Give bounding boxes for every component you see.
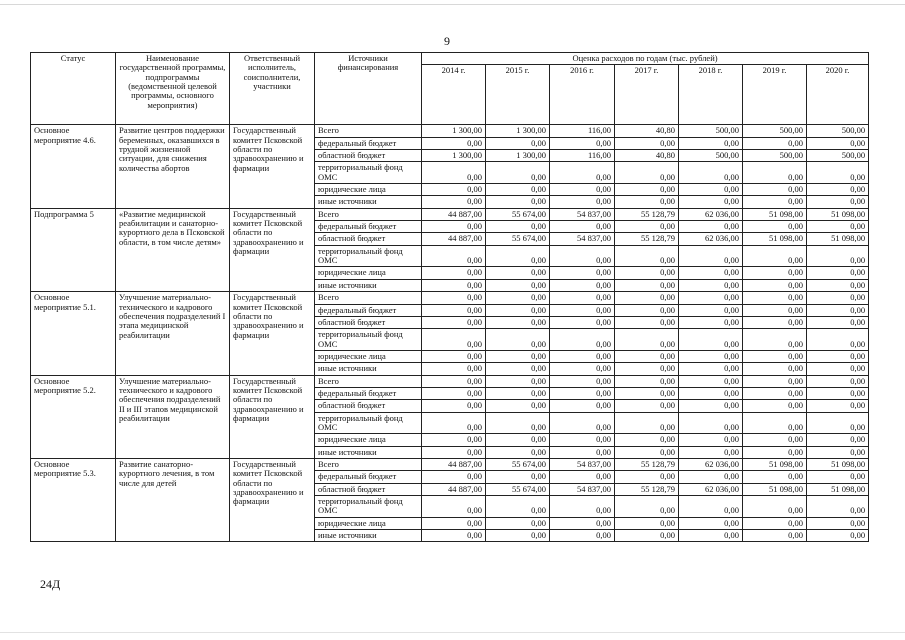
group-name-cell: Развитие центров поддержки беременных, оказавшихся в трудной жизненной ситуации, для снижения количества абортов bbox=[116, 125, 230, 208]
funding-source-cell: федеральный бюджет bbox=[315, 304, 422, 316]
amount-cell: 0,00 bbox=[486, 304, 550, 316]
amount-cell: 0,00 bbox=[422, 137, 486, 149]
amount-cell: 51 098,00 bbox=[743, 483, 807, 495]
amount-cell: 0,00 bbox=[550, 279, 615, 291]
header-year: 2014 г. bbox=[422, 65, 486, 125]
amount-cell: 0,00 bbox=[679, 292, 743, 304]
amount-cell: 0,00 bbox=[679, 387, 743, 399]
amount-cell: 40,80 bbox=[615, 150, 679, 162]
funding-source-cell: иные источники bbox=[315, 446, 422, 458]
amount-cell: 62 036,00 bbox=[679, 233, 743, 245]
amount-cell: 0,00 bbox=[486, 387, 550, 399]
amount-cell: 0,00 bbox=[743, 196, 807, 208]
amount-cell: 0,00 bbox=[679, 196, 743, 208]
amount-cell: 1 300,00 bbox=[422, 125, 486, 137]
amount-cell: 0,00 bbox=[615, 375, 679, 387]
funding-source-cell: территориальный фонд ОМС bbox=[315, 329, 422, 351]
group-status-cell: Основное мероприятие 5.1. bbox=[31, 292, 116, 375]
amount-cell: 116,00 bbox=[550, 125, 615, 137]
amount-cell: 51 098,00 bbox=[807, 208, 869, 220]
funding-source-cell: областной бюджет bbox=[315, 483, 422, 495]
amount-cell: 0,00 bbox=[743, 446, 807, 458]
amount-cell: 0,00 bbox=[807, 400, 869, 412]
amount-cell: 0,00 bbox=[422, 471, 486, 483]
amount-cell: 0,00 bbox=[615, 471, 679, 483]
amount-cell: 0,00 bbox=[807, 137, 869, 149]
amount-cell: 0,00 bbox=[679, 471, 743, 483]
funding-source-cell: областной бюджет bbox=[315, 316, 422, 328]
footer-code: 24Д bbox=[40, 577, 61, 591]
amount-cell: 0,00 bbox=[743, 279, 807, 291]
amount-cell: 0,00 bbox=[615, 400, 679, 412]
amount-cell: 0,00 bbox=[615, 267, 679, 279]
amount-cell: 0,00 bbox=[679, 496, 743, 518]
amount-cell: 0,00 bbox=[550, 350, 615, 362]
funding-source-cell: Всего bbox=[315, 292, 422, 304]
header-year: 2020 г. bbox=[807, 65, 869, 125]
amount-cell: 0,00 bbox=[486, 184, 550, 196]
amount-cell: 0,00 bbox=[486, 221, 550, 233]
amount-cell: 0,00 bbox=[550, 184, 615, 196]
amount-cell: 0,00 bbox=[615, 137, 679, 149]
amount-cell: 0,00 bbox=[615, 387, 679, 399]
amount-cell: 0,00 bbox=[550, 446, 615, 458]
amount-cell: 0,00 bbox=[743, 434, 807, 446]
amount-cell: 0,00 bbox=[486, 245, 550, 267]
amount-cell: 0,00 bbox=[615, 245, 679, 267]
funding-source-cell: юридические лица bbox=[315, 267, 422, 279]
amount-cell: 0,00 bbox=[743, 221, 807, 233]
amount-cell: 0,00 bbox=[807, 196, 869, 208]
funding-source-cell: областной бюджет bbox=[315, 400, 422, 412]
amount-cell: 0,00 bbox=[807, 517, 869, 529]
amount-cell: 0,00 bbox=[807, 530, 869, 542]
group-responsible-cell: Государственный комитет Псковской области по здравоохранению и фармации bbox=[230, 292, 315, 375]
funding-source-cell: юридические лица bbox=[315, 184, 422, 196]
amount-cell: 0,00 bbox=[550, 530, 615, 542]
amount-cell: 54 837,00 bbox=[550, 483, 615, 495]
amount-cell: 0,00 bbox=[615, 412, 679, 434]
amount-cell: 55 128,79 bbox=[615, 233, 679, 245]
amount-cell: 62 036,00 bbox=[679, 458, 743, 470]
funding-source-cell: областной бюджет bbox=[315, 150, 422, 162]
group-status-cell: Подпрограмма 5 bbox=[31, 208, 116, 291]
amount-cell: 0,00 bbox=[550, 304, 615, 316]
amount-cell: 0,00 bbox=[486, 400, 550, 412]
amount-cell: 0,00 bbox=[550, 162, 615, 184]
header-responsible: Ответственный исполнитель, соисполнители, участники bbox=[230, 53, 315, 125]
amount-cell: 54 837,00 bbox=[550, 458, 615, 470]
amount-cell: 0,00 bbox=[679, 316, 743, 328]
amount-cell: 0,00 bbox=[550, 196, 615, 208]
amount-cell: 500,00 bbox=[743, 125, 807, 137]
amount-cell: 0,00 bbox=[486, 350, 550, 362]
amount-cell: 0,00 bbox=[679, 446, 743, 458]
funding-source-cell: территориальный фонд ОМС bbox=[315, 162, 422, 184]
amount-cell: 40,80 bbox=[615, 125, 679, 137]
amount-cell: 0,00 bbox=[486, 292, 550, 304]
amount-cell: 44 887,00 bbox=[422, 458, 486, 470]
amount-cell: 500,00 bbox=[807, 150, 869, 162]
amount-cell: 0,00 bbox=[807, 221, 869, 233]
amount-cell: 0,00 bbox=[422, 329, 486, 351]
amount-cell: 0,00 bbox=[422, 530, 486, 542]
amount-cell: 0,00 bbox=[615, 496, 679, 518]
amount-cell: 0,00 bbox=[743, 304, 807, 316]
funding-source-cell: территориальный фонд ОМС bbox=[315, 496, 422, 518]
amount-cell: 0,00 bbox=[679, 530, 743, 542]
amount-cell: 0,00 bbox=[422, 363, 486, 375]
funding-source-cell: федеральный бюджет bbox=[315, 471, 422, 483]
group-name-cell: Развитие санаторно-курортного лечения, в том числе для детей bbox=[116, 458, 230, 541]
amount-cell: 55 674,00 bbox=[486, 208, 550, 220]
amount-cell: 0,00 bbox=[422, 162, 486, 184]
amount-cell: 0,00 bbox=[550, 400, 615, 412]
funding-source-cell: юридические лица bbox=[315, 434, 422, 446]
amount-cell: 0,00 bbox=[486, 496, 550, 518]
amount-cell: 55 674,00 bbox=[486, 483, 550, 495]
amount-cell: 0,00 bbox=[486, 363, 550, 375]
amount-cell: 0,00 bbox=[807, 267, 869, 279]
amount-cell: 51 098,00 bbox=[743, 458, 807, 470]
amount-cell: 0,00 bbox=[615, 434, 679, 446]
amount-cell: 0,00 bbox=[679, 329, 743, 351]
amount-cell: 0,00 bbox=[807, 292, 869, 304]
amount-cell: 0,00 bbox=[679, 434, 743, 446]
amount-cell: 0,00 bbox=[486, 267, 550, 279]
header-sources: Источники финансирования bbox=[315, 53, 422, 125]
funding-source-cell: территориальный фонд ОМС bbox=[315, 412, 422, 434]
amount-cell: 0,00 bbox=[679, 304, 743, 316]
amount-cell: 0,00 bbox=[486, 517, 550, 529]
header-expenses: Оценка расходов по годам (тыс. рублей) bbox=[422, 53, 869, 65]
amount-cell: 0,00 bbox=[550, 292, 615, 304]
amount-cell: 51 098,00 bbox=[807, 458, 869, 470]
amount-cell: 0,00 bbox=[550, 412, 615, 434]
amount-cell: 0,00 bbox=[679, 162, 743, 184]
amount-cell: 44 887,00 bbox=[422, 483, 486, 495]
amount-cell: 0,00 bbox=[550, 363, 615, 375]
amount-cell: 0,00 bbox=[422, 400, 486, 412]
funding-source-cell: федеральный бюджет bbox=[315, 387, 422, 399]
amount-cell: 0,00 bbox=[422, 245, 486, 267]
header-name: Наименование государственной программы, подпрограммы (ведомственной целевой программы, основного мероприятия) bbox=[116, 53, 230, 125]
amount-cell: 0,00 bbox=[807, 162, 869, 184]
amount-cell: 54 837,00 bbox=[550, 233, 615, 245]
amount-cell: 0,00 bbox=[679, 137, 743, 149]
amount-cell: 0,00 bbox=[743, 387, 807, 399]
amount-cell: 44 887,00 bbox=[422, 233, 486, 245]
amount-cell: 0,00 bbox=[486, 446, 550, 458]
header-year: 2018 г. bbox=[679, 65, 743, 125]
amount-cell: 0,00 bbox=[679, 375, 743, 387]
amount-cell: 0,00 bbox=[615, 329, 679, 351]
amount-cell: 0,00 bbox=[550, 316, 615, 328]
amount-cell: 500,00 bbox=[679, 150, 743, 162]
amount-cell: 0,00 bbox=[486, 375, 550, 387]
table-row bbox=[31, 458, 869, 470]
funding-source-cell: территориальный фонд ОМС bbox=[315, 245, 422, 267]
amount-cell: 0,00 bbox=[679, 279, 743, 291]
header-status: Статус bbox=[31, 53, 116, 125]
amount-cell: 0,00 bbox=[422, 304, 486, 316]
table-row bbox=[31, 292, 869, 304]
amount-cell: 0,00 bbox=[550, 471, 615, 483]
amount-cell: 51 098,00 bbox=[807, 483, 869, 495]
amount-cell: 0,00 bbox=[807, 496, 869, 518]
amount-cell: 0,00 bbox=[807, 375, 869, 387]
amount-cell: 0,00 bbox=[422, 375, 486, 387]
amount-cell: 0,00 bbox=[807, 387, 869, 399]
funding-source-cell: иные источники bbox=[315, 279, 422, 291]
group-name-cell: «Развитие медицинской реабилитации и санаторно-курортного дела в Псковской области, в том числе детям» bbox=[116, 208, 230, 291]
amount-cell: 0,00 bbox=[679, 400, 743, 412]
amount-cell: 55 128,79 bbox=[615, 483, 679, 495]
amount-cell: 0,00 bbox=[679, 350, 743, 362]
funding-source-cell: иные источники bbox=[315, 530, 422, 542]
amount-cell: 0,00 bbox=[550, 434, 615, 446]
amount-cell: 0,00 bbox=[807, 304, 869, 316]
amount-cell: 500,00 bbox=[743, 150, 807, 162]
amount-cell: 0,00 bbox=[743, 316, 807, 328]
amount-cell: 0,00 bbox=[743, 517, 807, 529]
amount-cell: 62 036,00 bbox=[679, 208, 743, 220]
table-body bbox=[31, 125, 869, 542]
amount-cell: 0,00 bbox=[743, 471, 807, 483]
amount-cell: 0,00 bbox=[486, 471, 550, 483]
amount-cell: 0,00 bbox=[615, 279, 679, 291]
amount-cell: 0,00 bbox=[743, 363, 807, 375]
amount-cell: 0,00 bbox=[807, 279, 869, 291]
amount-cell: 0,00 bbox=[615, 530, 679, 542]
amount-cell: 0,00 bbox=[422, 196, 486, 208]
amount-cell: 0,00 bbox=[743, 530, 807, 542]
amount-cell: 0,00 bbox=[679, 184, 743, 196]
amount-cell: 0,00 bbox=[422, 412, 486, 434]
amount-cell: 0,00 bbox=[422, 316, 486, 328]
amount-cell: 0,00 bbox=[422, 292, 486, 304]
amount-cell: 54 837,00 bbox=[550, 208, 615, 220]
amount-cell: 55 128,79 bbox=[615, 458, 679, 470]
page-number: 9 bbox=[444, 34, 450, 48]
funding-source-cell: иные источники bbox=[315, 196, 422, 208]
amount-cell: 0,00 bbox=[679, 221, 743, 233]
amount-cell: 0,00 bbox=[486, 196, 550, 208]
amount-cell: 0,00 bbox=[615, 162, 679, 184]
funding-source-cell: юридические лица bbox=[315, 517, 422, 529]
amount-cell: 0,00 bbox=[679, 517, 743, 529]
table-row bbox=[31, 125, 869, 137]
amount-cell: 0,00 bbox=[422, 221, 486, 233]
amount-cell: 0,00 bbox=[486, 162, 550, 184]
amount-cell: 0,00 bbox=[743, 245, 807, 267]
group-responsible-cell: Государственный комитет Псковской области по здравоохранению и фармации bbox=[230, 208, 315, 291]
funding-source-cell: юридические лица bbox=[315, 350, 422, 362]
amount-cell: 51 098,00 bbox=[743, 208, 807, 220]
amount-cell: 0,00 bbox=[807, 329, 869, 351]
funding-source-cell: областной бюджет bbox=[315, 233, 422, 245]
amount-cell: 0,00 bbox=[550, 221, 615, 233]
amount-cell: 0,00 bbox=[615, 517, 679, 529]
amount-cell: 116,00 bbox=[550, 150, 615, 162]
funding-source-cell: иные источники bbox=[315, 363, 422, 375]
amount-cell: 0,00 bbox=[550, 496, 615, 518]
funding-source-cell: Всего bbox=[315, 375, 422, 387]
group-responsible-cell: Государственный комитет Псковской области по здравоохранению и фармации bbox=[230, 375, 315, 458]
amount-cell: 0,00 bbox=[807, 363, 869, 375]
amount-cell: 0,00 bbox=[743, 137, 807, 149]
amount-cell: 0,00 bbox=[615, 350, 679, 362]
amount-cell: 500,00 bbox=[807, 125, 869, 137]
amount-cell: 0,00 bbox=[486, 434, 550, 446]
amount-cell: 0,00 bbox=[807, 434, 869, 446]
amount-cell: 0,00 bbox=[615, 221, 679, 233]
amount-cell: 0,00 bbox=[486, 316, 550, 328]
amount-cell: 0,00 bbox=[615, 292, 679, 304]
amount-cell: 0,00 bbox=[486, 137, 550, 149]
amount-cell: 0,00 bbox=[615, 363, 679, 375]
group-name-cell: Улучшение материально-технического и кадрового обеспечения подразделений I этапа медицинской реабилитации bbox=[116, 292, 230, 375]
funding-source-cell: федеральный бюджет bbox=[315, 221, 422, 233]
amount-cell: 0,00 bbox=[807, 316, 869, 328]
header-year: 2017 г. bbox=[615, 65, 679, 125]
amount-cell: 0,00 bbox=[486, 412, 550, 434]
group-status-cell: Основное мероприятие 5.2. bbox=[31, 375, 116, 458]
amount-cell: 51 098,00 bbox=[743, 233, 807, 245]
budget-table bbox=[30, 52, 869, 542]
amount-cell: 0,00 bbox=[422, 387, 486, 399]
header-year: 2019 г. bbox=[743, 65, 807, 125]
amount-cell: 55 674,00 bbox=[486, 233, 550, 245]
amount-cell: 0,00 bbox=[422, 517, 486, 529]
amount-cell: 0,00 bbox=[743, 412, 807, 434]
amount-cell: 55 128,79 bbox=[615, 208, 679, 220]
group-responsible-cell: Государственный комитет Псковской области по здравоохранению и фармации bbox=[230, 458, 315, 541]
amount-cell: 0,00 bbox=[486, 530, 550, 542]
amount-cell: 0,00 bbox=[550, 137, 615, 149]
amount-cell: 0,00 bbox=[615, 184, 679, 196]
amount-cell: 0,00 bbox=[679, 363, 743, 375]
amount-cell: 0,00 bbox=[743, 400, 807, 412]
amount-cell: 51 098,00 bbox=[807, 233, 869, 245]
header-year: 2016 г. bbox=[550, 65, 615, 125]
funding-source-cell: Всего bbox=[315, 208, 422, 220]
amount-cell: 0,00 bbox=[743, 350, 807, 362]
amount-cell: 0,00 bbox=[422, 434, 486, 446]
top-scan-line bbox=[0, 4, 905, 5]
amount-cell: 0,00 bbox=[807, 471, 869, 483]
amount-cell: 0,00 bbox=[486, 279, 550, 291]
amount-cell: 0,00 bbox=[679, 245, 743, 267]
group-responsible-cell: Государственный комитет Псковской области по здравоохранению и фармации bbox=[230, 125, 315, 208]
amount-cell: 0,00 bbox=[743, 162, 807, 184]
amount-cell: 0,00 bbox=[550, 267, 615, 279]
amount-cell: 0,00 bbox=[743, 292, 807, 304]
amount-cell: 0,00 bbox=[615, 196, 679, 208]
group-status-cell: Основное мероприятие 4.6. bbox=[31, 125, 116, 208]
group-name-cell: Улучшение материально-технического и кадрового обеспечения подразделений II и III этапов медицинской реабилитации bbox=[116, 375, 230, 458]
amount-cell: 62 036,00 bbox=[679, 483, 743, 495]
funding-source-cell: федеральный бюджет bbox=[315, 137, 422, 149]
amount-cell: 0,00 bbox=[422, 279, 486, 291]
amount-cell: 44 887,00 bbox=[422, 208, 486, 220]
amount-cell: 0,00 bbox=[550, 329, 615, 351]
amount-cell: 0,00 bbox=[486, 329, 550, 351]
bottom-scan-line bbox=[0, 632, 905, 633]
amount-cell: 0,00 bbox=[550, 387, 615, 399]
amount-cell: 0,00 bbox=[679, 267, 743, 279]
amount-cell: 0,00 bbox=[615, 304, 679, 316]
amount-cell: 1 300,00 bbox=[422, 150, 486, 162]
amount-cell: 0,00 bbox=[807, 446, 869, 458]
amount-cell: 1 300,00 bbox=[486, 150, 550, 162]
table-row bbox=[31, 375, 869, 387]
amount-cell: 0,00 bbox=[550, 245, 615, 267]
amount-cell: 0,00 bbox=[743, 184, 807, 196]
amount-cell: 0,00 bbox=[807, 184, 869, 196]
amount-cell: 0,00 bbox=[743, 375, 807, 387]
amount-cell: 500,00 bbox=[679, 125, 743, 137]
amount-cell: 0,00 bbox=[422, 267, 486, 279]
header-year: 2015 г. bbox=[486, 65, 550, 125]
amount-cell: 0,00 bbox=[615, 316, 679, 328]
amount-cell: 0,00 bbox=[743, 329, 807, 351]
amount-cell: 1 300,00 bbox=[486, 125, 550, 137]
amount-cell: 0,00 bbox=[422, 350, 486, 362]
table-row bbox=[31, 208, 869, 220]
amount-cell: 0,00 bbox=[743, 496, 807, 518]
amount-cell: 0,00 bbox=[422, 496, 486, 518]
amount-cell: 0,00 bbox=[422, 446, 486, 458]
amount-cell: 0,00 bbox=[743, 267, 807, 279]
amount-cell: 0,00 bbox=[550, 517, 615, 529]
amount-cell: 0,00 bbox=[679, 412, 743, 434]
funding-source-cell: Всего bbox=[315, 458, 422, 470]
amount-cell: 0,00 bbox=[807, 245, 869, 267]
amount-cell: 0,00 bbox=[807, 350, 869, 362]
funding-source-cell: Всего bbox=[315, 125, 422, 137]
amount-cell: 55 674,00 bbox=[486, 458, 550, 470]
amount-cell: 0,00 bbox=[615, 446, 679, 458]
amount-cell: 0,00 bbox=[550, 375, 615, 387]
amount-cell: 0,00 bbox=[422, 184, 486, 196]
amount-cell: 0,00 bbox=[807, 412, 869, 434]
group-status-cell: Основное мероприятие 5.3. bbox=[31, 458, 116, 541]
